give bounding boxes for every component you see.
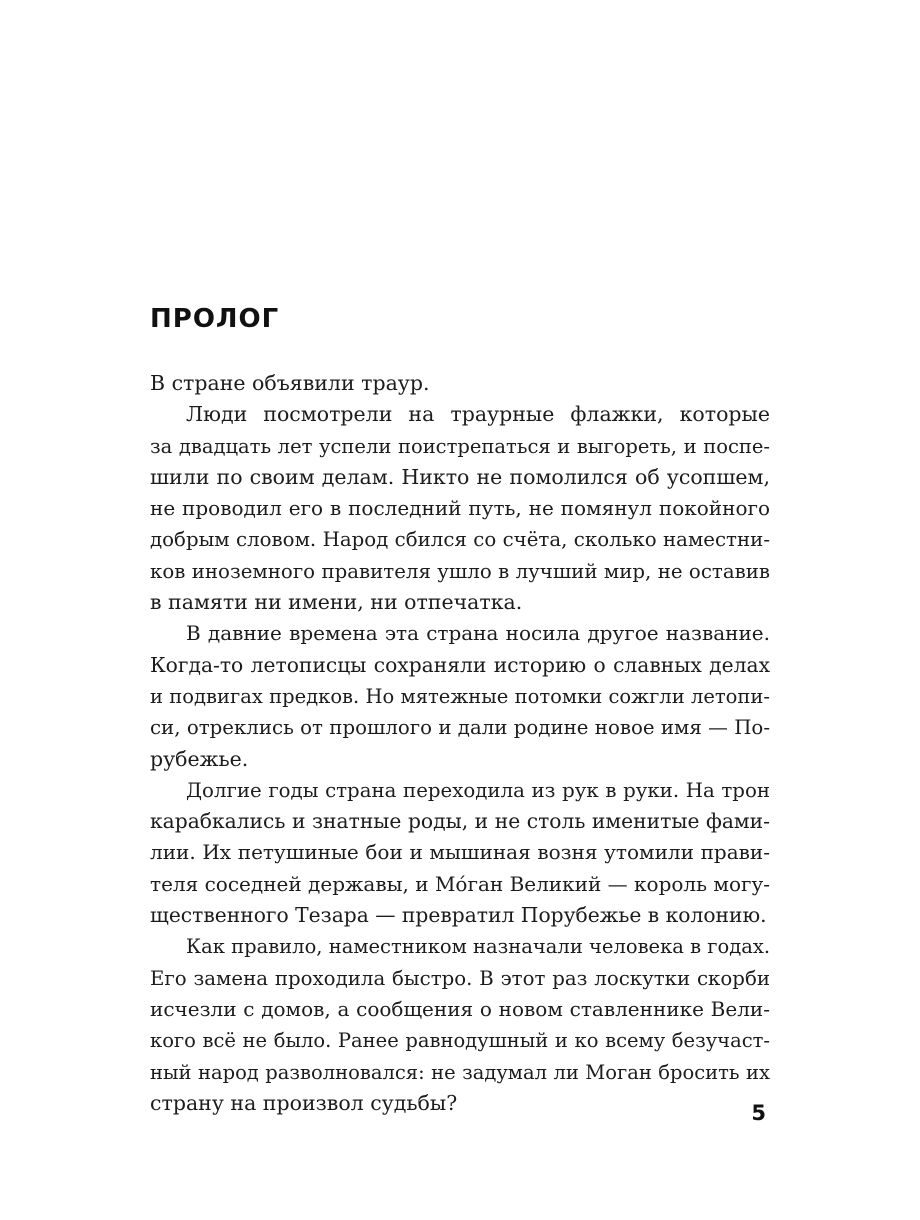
chapter-title: ПРОЛОГ	[150, 304, 280, 334]
text-line: Его замена проходила быстро. В этот раз лоскутки скорби	[150, 966, 770, 990]
text-line: шили по своим делам. Никто не помолился об усопшем,	[150, 464, 770, 489]
page-number: 5	[751, 1101, 766, 1125]
text-line: Когда-то летописцы сохраняли историю о славных делах	[150, 652, 770, 677]
text-line: Как правило, наместником назначали человека в годах.	[186, 935, 771, 959]
text-line: и подвигах предков. Но мятежные потомки сожгли летопи-	[150, 684, 770, 708]
body-text	[150, 368, 770, 1119]
text-line: ный народ разволновался: не задумал ли Моган бросить их	[150, 1060, 770, 1084]
text-line: В давние времена эта страна носила другое название.	[186, 621, 770, 646]
text-line: теля соседней державы, и Мо́ган Великий — король могу-	[150, 871, 770, 896]
text-line: за двадцать лет успели поистрепаться и выгореть, и поспе-	[150, 434, 770, 458]
text-line: не проводил его в последний путь, не помянул покойного	[150, 496, 770, 521]
text-line: Люди посмотрели на траурные флажки, которые	[186, 402, 770, 427]
text-line: Долгие годы страна переходила из рук в руки. На трон	[186, 778, 770, 802]
text-line: кого всё не было. Ранее равнодушный и ко всему безучаст-	[150, 1029, 770, 1053]
text-line: ков иноземного правителя ушло в лучший мир, не оставив	[150, 559, 770, 583]
text-line: си, отреклись от прошлого и дали родине новое имя — По-	[150, 716, 770, 740]
text-line: исчезли с домов, а сообщения о новом ставленнике Вели-	[150, 996, 770, 1021]
text-line: рубежье.	[150, 746, 249, 771]
text-line: В стране объявили траур.	[150, 371, 430, 395]
text-line: страну на произвол судьбы?	[150, 1090, 458, 1115]
text-line: щественного Тезара — превратил Порубежье в колонию.	[150, 903, 767, 928]
text-line: добрым словом. Народ сбился со счёта, сколько наместни-	[150, 528, 770, 552]
text-line: карабкались и знатные роды, и не столь именитые фами-	[150, 809, 770, 834]
text-line: лии. Их петушиные бои и мышиная возня утомили прави-	[150, 840, 770, 865]
text-line: в памяти ни имени, ни отпечатка.	[150, 590, 523, 615]
